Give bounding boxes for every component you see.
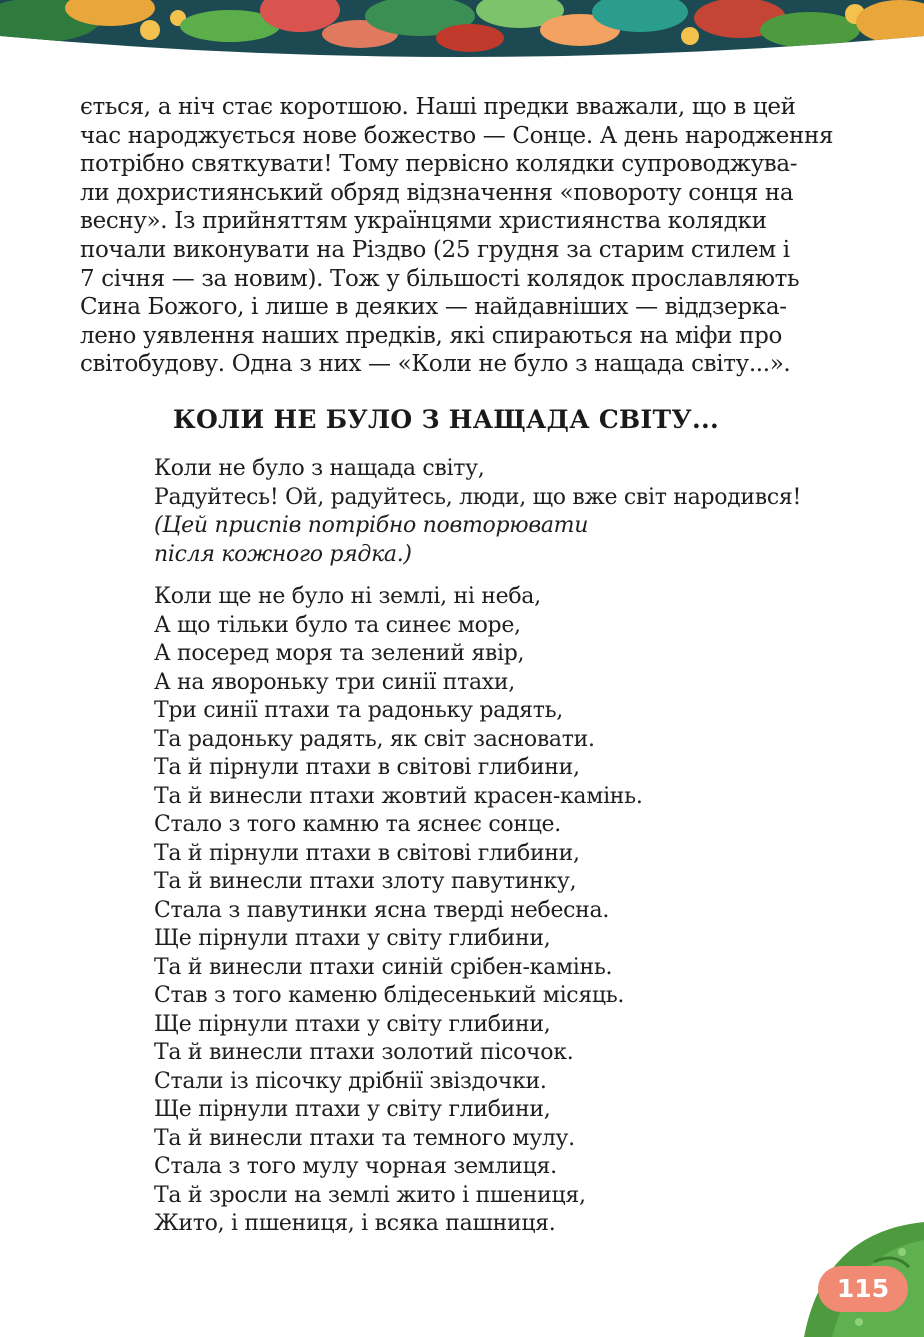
poem-line: Та й винесли птахи синій срібен-камінь. [154, 954, 613, 980]
poem-line: Ще пірнули птахи у світу глибини, [154, 1011, 551, 1037]
poem-line: Коли ще не було ні землі, ні неба, [154, 584, 541, 609]
poem-line: Жито, і пшениця, і всяка пашниця. [154, 1211, 556, 1236]
poem-line: Стала з павутинки ясна тверді небесна. [154, 897, 610, 923]
poem-line: Став з того каменю блідесенький місяць. [154, 983, 625, 1008]
page-number-badge: 115 [818, 1266, 908, 1312]
poem-line: Стали із пісочку дрібнії звіздочки. [154, 1068, 547, 1094]
poem-title: КОЛИ НЕ БУЛО З НАЩАДА СВІТУ... [173, 405, 719, 434]
poem-line: Коли не було з нащада світу, [154, 456, 485, 481]
poem-refrain: Радуйтесь! Ой, радуйтесь, люди, що вже світ народився! [154, 484, 802, 510]
poem-line: Та й пірнули птахи в світові глибини, [154, 840, 580, 866]
floral-banner-decoration [0, 0, 924, 68]
intro-line: ється, а ніч стає коротшою. Наші предки вважали, що в цей [80, 94, 796, 120]
poem-line: Стало з того камню та яснеє сонце. [154, 812, 561, 837]
poem-body [154, 455, 844, 1239]
poem-line: Та радоньку радять, як світ засновати. [154, 726, 595, 752]
poem-line: Три синії птахи та радоньку радять, [154, 698, 564, 723]
poem-line: Та й винесли птахи золотий пісочок. [154, 1040, 574, 1065]
stanza-gap [154, 569, 844, 583]
refrain-note: після кожного рядка.) [154, 541, 412, 567]
poem-line: Ще пірнули птахи у світу глибини, [154, 1097, 551, 1122]
poem-line: А посеред моря та зелений явір, [154, 641, 525, 666]
intro-line: Сина Божого, і лише в деяких — найдавніших — віддзерка- [80, 294, 787, 321]
intro-line: світобудову. Одна з них — «Коли не було з нащада світу...». [80, 351, 791, 378]
poem-line: А що тільки було та синеє море, [154, 612, 521, 638]
intro-paragraph [80, 93, 836, 379]
refrain-note: (Цей приспів потрібно повторювати [154, 513, 589, 538]
intro-line: потрібно святкувати! Тому первісно колядки супроводжува- [80, 151, 798, 178]
floral-banner-icon [0, 0, 924, 68]
poem-line: А на явороньку три синії птахи, [154, 669, 515, 695]
poem-line: Та й зросли на землі жито і пшениця, [154, 1182, 586, 1208]
intro-line: 7 січня — за новим). Тож у більшості колядок прославляють [80, 265, 800, 292]
poem-line: Та й винесли птахи жовтий красен-камінь. [154, 783, 643, 809]
intro-line: почали виконувати на Різдво (25 грудня за старим стилем і [80, 236, 790, 263]
poem-line: Стала з того мулу чорная землиця. [154, 1154, 557, 1179]
poem-line: Ще пірнули птахи у світу глибини, [154, 926, 551, 951]
poem-line: Та й винесли птахи та темного мулу. [154, 1125, 575, 1151]
intro-line: лено уявлення наших предків, які спираються на міфи про [80, 322, 782, 349]
poem-line: Та й винесли птахи злоту павутинку, [154, 869, 577, 894]
intro-line: ли дохристиянський обряд відзначення «повороту сонця на [80, 179, 794, 206]
intro-line: весну». Із прийняттям українцями християнства колядки [80, 208, 767, 235]
poem-line: Та й пірнули птахи в світові глибини, [154, 755, 580, 780]
intro-line: час народжується нове божество — Сонце. А день народження [80, 122, 834, 149]
